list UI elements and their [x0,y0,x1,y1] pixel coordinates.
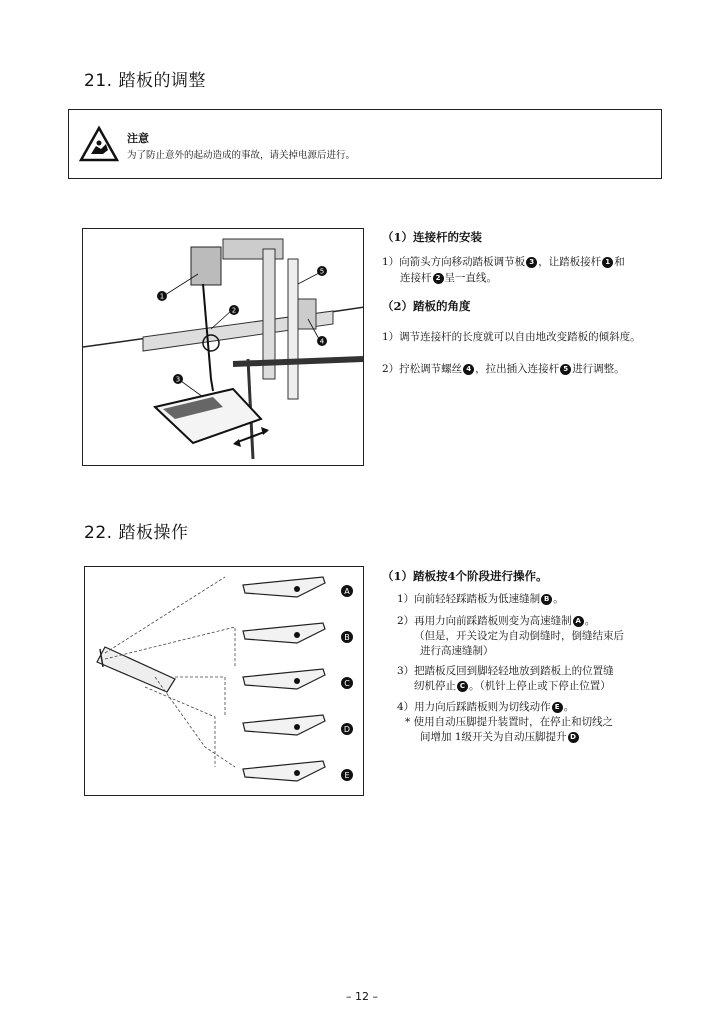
s21-step2: 1）调节连接杆的长度就可以自由地改变踏板的倾斜度。 [382,331,641,343]
s21-step3-post: 进行调整。 [572,363,625,375]
s21-sub1: （1）连接杆的安装 [382,230,483,244]
page-number: – 12 – [346,990,378,1003]
s22-sub1: （1）踏板按4个阶段进行操作。 [382,569,548,583]
s22-step3-line2 [414,679,611,694]
s21-step3-mid: ，拉出插入连接杆 [475,363,560,375]
s22-step4-post: 。 [563,701,575,713]
pedal-adjust-drawing [83,229,364,466]
s22-step4 [397,700,574,715]
s22-step1-post: 。 [553,593,564,605]
mark-5: 5 [560,364,571,375]
section-21-title: 21. 踏板的调整 [84,71,206,91]
s21-step1b: ，让踏板接杆 [538,256,602,268]
s22-note-pre: 间增加 1级开关为自动压脚提升 [420,731,567,743]
fig22-label-e: E [344,771,350,780]
mark-c: C [457,681,468,692]
warning-hand-icon [79,126,119,162]
s22-step2-line2: （但是，开关设定为自动倒缝时，倒缝结束后 [414,630,624,642]
fig21-label-1: 1 [159,292,165,301]
caution-box [68,109,662,179]
fig22-label-c: C [344,679,350,688]
s22-note-line2 [420,730,580,745]
caution-text: 为了防止意外的起动造成的事故，请关掉电源后进行。 [127,150,356,161]
s22-step2-pre: 2）再用力向前踩踏板则变为高速缝制 [397,615,572,627]
s21-step1c: 和 [614,256,625,268]
pedal-operation-drawing [85,567,364,796]
s21-step1a: 1）向箭头方向移动踏板调节板 [382,256,526,268]
fig21-label-2: 2 [231,306,237,315]
s21-step1d-post: 呈一直线。 [444,272,497,284]
s22-step1 [397,592,564,607]
mark-e: E [552,702,563,713]
mark-2: 2 [433,273,444,284]
pedal-operation-figure [84,566,364,796]
s22-step2-post: 。 [584,615,596,627]
s21-step3 [382,362,625,377]
s21-step1-line2 [400,271,497,286]
fig22-label-a: A [344,587,350,596]
fig21-label-4: 4 [319,337,325,346]
s21-step1-line1 [382,255,625,270]
fig22-label-b: B [344,633,350,642]
s21-step3-pre: 2）拧松调节螺丝 [382,363,463,375]
s22-step3-post: 。（机针上停止或下停止位置） [469,680,611,692]
caution-title: 注意 [127,132,149,145]
section-22-title: 22. 踏板操作 [84,523,189,543]
fig21-label-3: 3 [175,375,181,384]
mark-d: D [568,732,579,743]
mark-b: B [541,594,552,605]
s22-note-line1: * 使用自动压脚提升装置时，在停止和切线之 [405,716,614,728]
mark-1: 1 [602,257,613,268]
s22-step3-line1: 3）把踏板反回到脚轻轻地放到踏板上的位置缝 [397,665,614,677]
mark-a: A [573,616,584,627]
s22-step2 [397,614,595,629]
s22-step1-pre: 1）向前轻轻踩踏板为低速缝制 [397,593,541,605]
s21-step1d-pre: 连接杆 [400,272,432,284]
fig22-label-d: D [343,725,351,734]
s22-step4-pre: 4）用力向后踩踏板则为切线动作 [397,701,551,713]
pedal-adjust-figure [82,228,364,466]
fig21-label-5: 5 [319,267,325,276]
mark-4: 4 [463,364,474,375]
s22-step3-pre: 纫机停止 [414,680,456,692]
s21-sub2: （2）踏板的角度 [382,299,471,313]
s22-step2-line3: 进行高速缝制） [420,645,494,657]
mark-3: 3 [526,257,537,268]
